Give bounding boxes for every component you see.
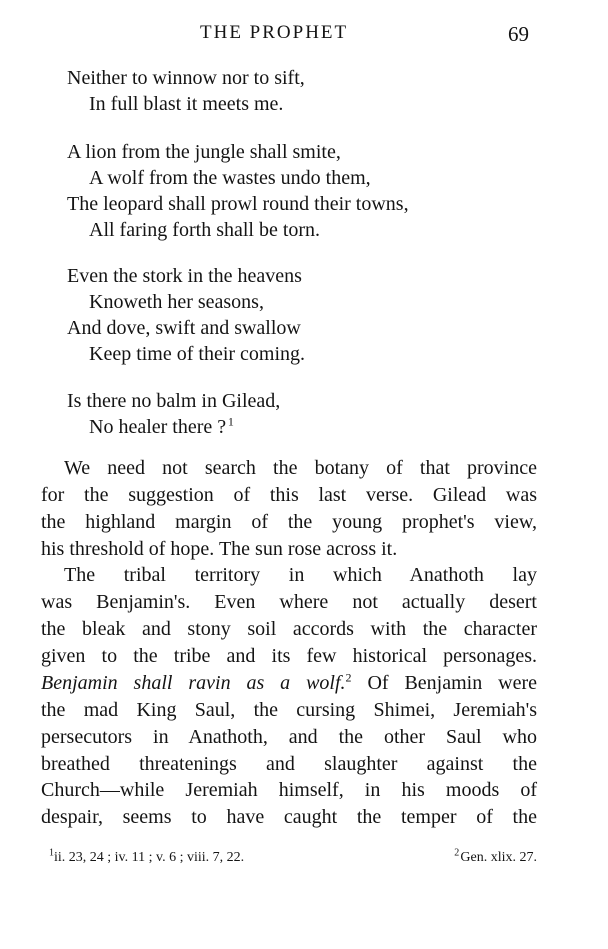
footnote-text: ii. 23, 24 ; iv. 11 ; v. 6 ; viii. 7, 22. [54, 850, 245, 865]
verse-line: A wolf from the wastes undo them, [89, 167, 371, 189]
footnotes [49, 847, 537, 872]
prose-line: despair, seems to have caught the temper of the [41, 806, 537, 828]
prose-line: his threshold of hope. The sun rose across it. [41, 538, 398, 560]
verse-line [89, 415, 234, 439]
prose-line: the mad King Saul, the cursing Shimei, Jeremiah's [41, 699, 537, 721]
prose-line: Church—while Jeremiah himself, in his moods of [41, 779, 537, 801]
running-title: THE PROPHET [200, 22, 349, 43]
prose-line: the highland margin of the young prophet's view, [41, 511, 537, 533]
footnote-2 [454, 847, 537, 866]
verse-line: A lion from the jungle shall smite, [67, 141, 341, 163]
prose-line: persecutors in Anathoth, and the other Saul who [41, 726, 537, 748]
footnote-ref-2: 2 [345, 670, 352, 685]
verse-text: No healer there ? [89, 416, 227, 438]
footnote-ref-1: 1 [227, 414, 234, 429]
scripture-quote: Benjamin shall ravin as a wolf. [41, 672, 346, 694]
verse-line: Knoweth her seasons, [89, 291, 264, 313]
prose-line [41, 671, 537, 695]
verse-line: Neither to winnow nor to sift, [67, 67, 305, 89]
prose-line: given to the tribe and its few historical personages. [41, 645, 537, 667]
prose-line: breathed threatenings and slaughter against the [41, 753, 537, 775]
verse-line: Is there no balm in Gilead, [67, 390, 281, 412]
prose-line: The tribal territory in which Anathoth lay [64, 564, 537, 586]
prose-line: was Benjamin's. Even where not actually desert [41, 591, 537, 613]
footnote-1 [49, 847, 245, 866]
prose-line: the bleak and stony soil accords with the character [41, 618, 537, 640]
prose-line: for the suggestion of this last verse. Gilead was [41, 484, 537, 506]
verse-line: Even the stork in the heavens [67, 265, 302, 287]
page-header [0, 22, 608, 48]
footnote-mark: 1 [49, 847, 54, 859]
verse-line: And dove, swift and swallow [67, 317, 301, 339]
footnote-text: Gen. xlix. 27. [460, 850, 537, 865]
footnote-mark: 2 [454, 847, 460, 859]
verse-line: The leopard shall prowl round their towns, [67, 193, 409, 215]
verse-line: All faring forth shall be torn. [89, 219, 321, 241]
prose-line: We need not search the botany of that province [64, 457, 537, 479]
verse-line: Keep time of their coming. [89, 343, 306, 365]
page-number: 69 [508, 22, 529, 46]
verse-line: In full blast it meets me. [89, 93, 284, 115]
prose-text: Of Benjamin were [351, 672, 537, 694]
